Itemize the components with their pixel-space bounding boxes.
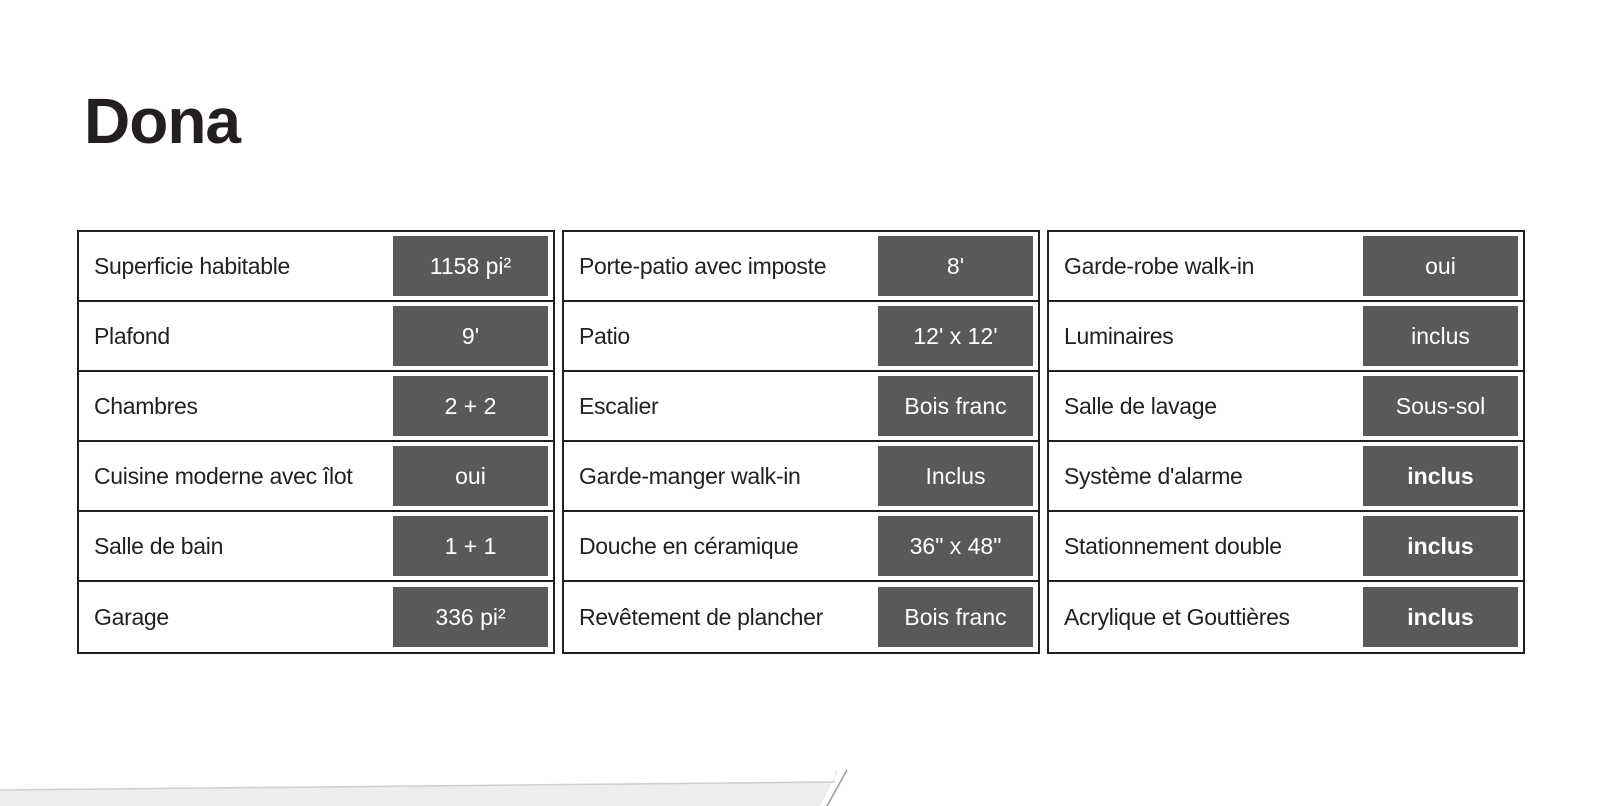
spec-value: oui [1363, 236, 1518, 296]
spec-value: Bois franc [878, 376, 1033, 436]
spec-label: Garde-robe walk-in [1064, 252, 1255, 279]
spec-label: Acrylique et Gouttières [1064, 603, 1290, 630]
spec-label: Stationnement double [1064, 532, 1282, 559]
spec-row [79, 512, 553, 582]
spec-label: Luminaires [1064, 322, 1174, 349]
spec-label: Plafond [94, 322, 170, 349]
spec-value: inclus [1363, 516, 1518, 576]
spec-label: Revêtement de plancher [579, 603, 823, 630]
spec-value: Sous-sol [1363, 376, 1518, 436]
spec-value: 36" x 48" [878, 516, 1033, 576]
spec-value: 336 pi² [393, 587, 548, 647]
spec-label: Salle de lavage [1064, 392, 1217, 419]
spec-row [79, 232, 553, 302]
spec-row [1049, 372, 1523, 442]
spec-label: Escalier [579, 392, 659, 419]
spec-row [1049, 442, 1523, 512]
spec-value: inclus [1363, 306, 1518, 366]
spec-label: Garde-manger walk-in [579, 462, 801, 489]
spec-table-2 [562, 230, 1040, 654]
spec-label: Cuisine moderne avec îlot [94, 462, 353, 489]
spec-row [1049, 302, 1523, 372]
spec-table-1 [77, 230, 555, 654]
spec-value: 2 + 2 [393, 376, 548, 436]
spec-table-3 [1047, 230, 1525, 654]
spec-value: Bois franc [878, 587, 1033, 647]
spec-value: inclus [1363, 587, 1518, 647]
spec-row [564, 442, 1038, 512]
spec-label: Patio [579, 322, 630, 349]
spec-label: Superficie habitable [94, 252, 291, 279]
spec-row [1049, 582, 1523, 652]
page-curl-decoration [0, 746, 860, 806]
spec-row [564, 302, 1038, 372]
spec-value: oui [393, 446, 548, 506]
spec-value: 12' x 12' [878, 306, 1033, 366]
page-title: Dona [84, 85, 240, 157]
spec-value: inclus [1363, 446, 1518, 506]
spec-label: Porte-patio avec imposte [579, 252, 827, 279]
spec-value: 9' [393, 306, 548, 366]
spec-row [1049, 232, 1523, 302]
spec-row [564, 372, 1038, 442]
spec-value: 1158 pi² [393, 236, 548, 296]
spec-row [79, 582, 553, 652]
spec-label: Garage [94, 603, 169, 630]
spec-row [564, 512, 1038, 582]
spec-row [79, 302, 553, 372]
spec-value: 1 + 1 [393, 516, 548, 576]
spec-label: Système d'alarme [1064, 462, 1243, 489]
spec-value: 8' [878, 236, 1033, 296]
spec-row [1049, 512, 1523, 582]
spec-label: Chambres [94, 392, 198, 419]
spec-row [79, 442, 553, 512]
spec-label: Douche en céramique [579, 532, 799, 559]
spec-value: Inclus [878, 446, 1033, 506]
spec-label: Salle de bain [94, 532, 224, 559]
spec-row [564, 232, 1038, 302]
spec-tables [77, 230, 1526, 654]
spec-row [564, 582, 1038, 652]
spec-row [79, 372, 553, 442]
